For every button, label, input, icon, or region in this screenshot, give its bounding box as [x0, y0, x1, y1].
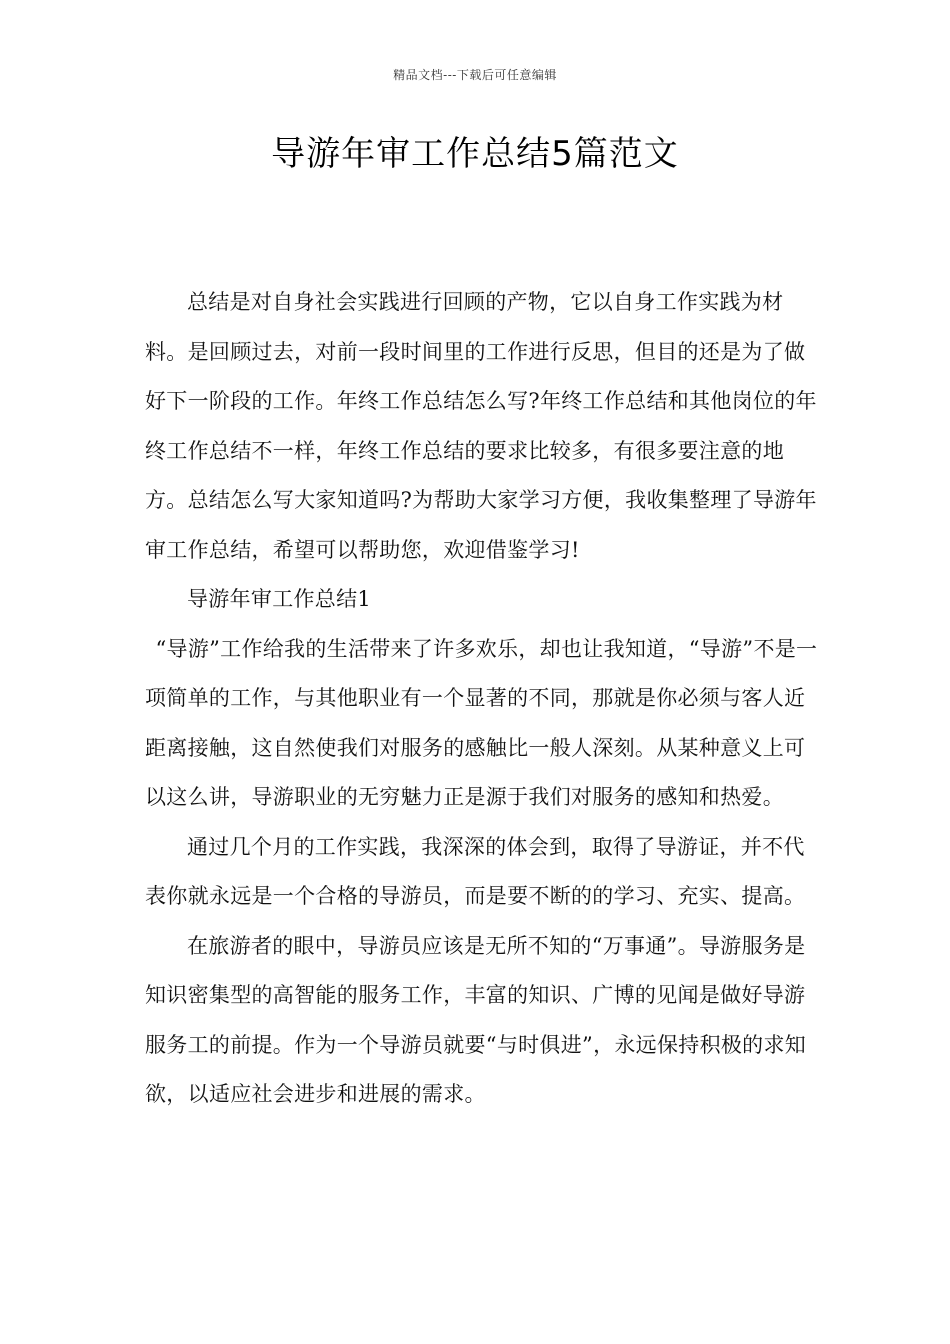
body-paragraph: “导游”工作给我的生活带来了许多欢乐，却也让我知道，“导游”不是一项简单的工作，与其他职业有一个显著的不同，那就是你必须与客人近距离接触，这自然使我们对服务的感触比一般人深刻。从某种意义上可以这么讲，导游职业的无穷魅力正是源于我们对服务的感知和热爱。 [145, 636, 818, 809]
section-heading: 导游年审工作总结1 [187, 587, 372, 611]
body-paragraph: 通过几个月的工作实践，我深深的体会到，取得了导游证，并不代表你就永远是一个合格的导游员，而是要不断的的学习、充实、提高。 [145, 834, 806, 908]
header-note: 精品文档---下载后可任意编辑 [393, 68, 557, 82]
document-title: 导游年审工作总结5篇范文 [271, 134, 679, 174]
intro-paragraph: 总结是对自身社会实践进行回顾的产物，它以自身工作实践为材料。是回顾过去，对前一段时间里的工作进行反思，但目的还是为了做好下一阶段的工作。年终工作总结怎么写?年终工作总结和其他岗位的年终工作总结不一样，年终工作总结的要求比较多，有很多要注意的地方。总结怎么写大家知道吗?为帮助大家学习方便，我收集整理了导游年审工作总结，希望可以帮助您，欢迎借鉴学习! [145, 290, 817, 562]
body-paragraph: 在旅游者的眼中，导游员应该是无所不知的“万事通”。导游服务是知识密集型的高智能的服务工作，丰富的知识、广博的见闻是做好导游服务工的前提。作为一个导游员就要“与时俱进”，永远保持积极的求知欲，以适应社会进步和进展的需求。 [145, 933, 807, 1106]
document-body [145, 278, 825, 1120]
